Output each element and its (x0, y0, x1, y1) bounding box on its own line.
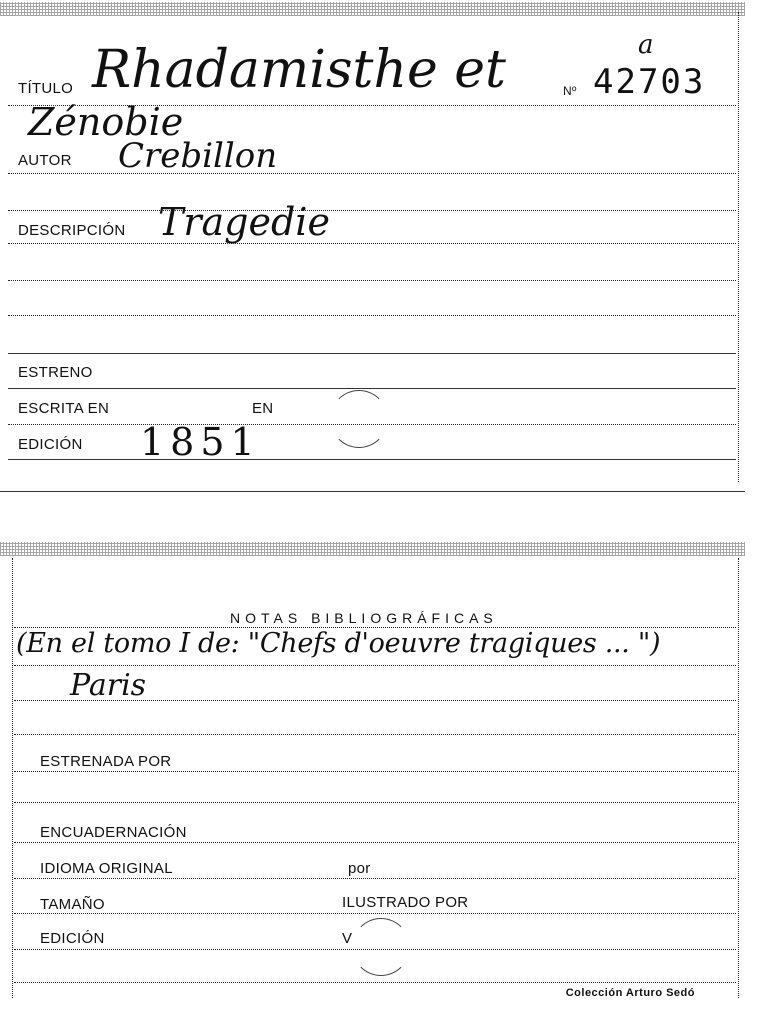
card-right-edge (738, 558, 739, 998)
punch-hole (352, 918, 410, 976)
rule-line (8, 210, 736, 211)
numero-superscript: a (638, 30, 654, 60)
scan-noise-band (0, 2, 745, 16)
rule-line (14, 878, 736, 879)
encuadernacion-label: ENCUADERNACIÓN (40, 824, 187, 841)
card-separator (0, 491, 745, 492)
autor-label: AUTOR (18, 152, 72, 169)
collection-footer: Colección Arturo Sedó (565, 987, 695, 999)
catalog-card-back (0, 540, 759, 1028)
rule-line (14, 802, 736, 803)
scan-noise-band (0, 542, 745, 556)
notas-line2: Paris (70, 668, 147, 703)
rule-line (8, 280, 736, 281)
titulo-value-line2: Zénobie (28, 100, 184, 144)
rule-line (14, 913, 736, 914)
numero-label: Nº (563, 84, 577, 98)
por-label: por (348, 860, 371, 877)
edicion-label: EDICIÓN (18, 436, 83, 453)
ilustrado-por-label: ILUSTRADO POR (342, 894, 469, 911)
rule-line (8, 243, 736, 244)
rule-line (8, 459, 736, 460)
en-label: EN (252, 400, 274, 417)
tamano-label: TAMAÑO (40, 896, 105, 913)
idioma-original-label: IDIOMA ORIGINAL (40, 860, 173, 877)
notas-title: NOTAS BIBLIOGRÁFICAS (230, 610, 498, 626)
punch-hole (330, 390, 388, 448)
numero-value: 42703 (593, 62, 706, 102)
v-label: V (342, 930, 353, 947)
escrita-en-label: ESCRITA EN (18, 400, 110, 417)
estreno-label: ESTRENO (18, 364, 93, 381)
rule-line (14, 665, 736, 666)
descripcion-label: DESCRIPCIÓN (18, 222, 126, 239)
card-left-edge (12, 558, 13, 998)
rule-line (8, 388, 736, 389)
rule-line (14, 842, 736, 843)
rule-line (14, 982, 736, 983)
notas-line1: (En el tomo I de: "Chefs d'oeuvre tragiques ... ") (16, 628, 661, 659)
rule-line (8, 353, 736, 354)
rule-line (14, 771, 736, 772)
estrenada-por-label: ESTRENADA POR (40, 753, 172, 770)
edicion-value: 1851 (140, 420, 261, 464)
titulo-label: TÍTULO (18, 80, 74, 97)
descripcion-value: Tragedie (158, 200, 330, 244)
rule-line (8, 315, 736, 316)
card-right-edge (738, 12, 739, 482)
rule-line (14, 734, 736, 735)
autor-value: Crebillon (118, 136, 278, 176)
titulo-value-line1: Rhadamisthe et (92, 40, 506, 100)
edicion-label-back: EDICIÓN (40, 930, 105, 947)
catalog-card-front (0, 0, 759, 495)
